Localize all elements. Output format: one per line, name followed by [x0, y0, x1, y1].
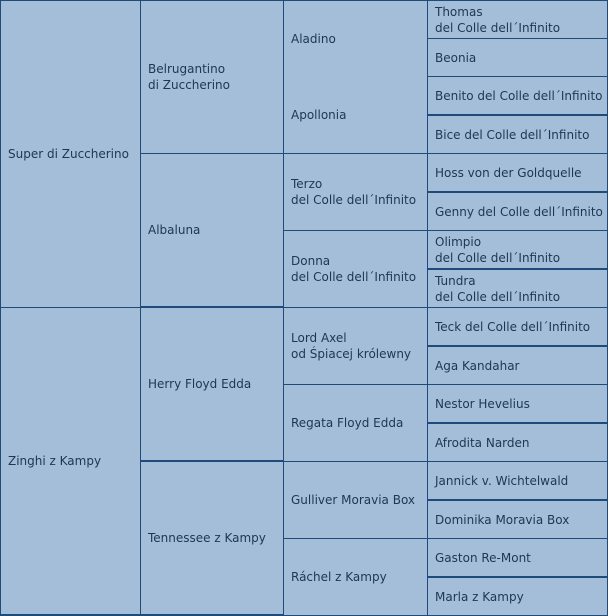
gen3-cell: Aladino — [284, 1, 427, 77]
gen1-dam: Zinghi z Kampy — [1, 308, 140, 614]
gen1-sire: Super di Zuccherino — [1, 1, 140, 307]
gen4-cell: Jannick v. Wichtelwald — [428, 462, 607, 499]
gen4-cell: Dominika Moravia Box — [428, 501, 607, 538]
gen4-cell: Bice del Colle dell´Infinito — [428, 116, 607, 153]
gen2-cell: Belrugantino di Zuccherino — [141, 1, 283, 153]
gen3-cell: Gulliver Moravia Box — [284, 462, 427, 538]
gen4-cell: Afrodita Narden — [428, 424, 607, 461]
gen4-cell: Marla z Kampy — [428, 578, 607, 615]
gen3-cell: Donna del Colle dell´Infinito — [284, 231, 427, 307]
gen3-cell: Terzo del Colle dell´Infinito — [284, 154, 427, 230]
gen4-cell: Aga Kandahar — [428, 347, 607, 384]
gen3-cell: Lord Axel od Śpiacej królewny — [284, 308, 427, 384]
gen4-cell: Beonia — [428, 39, 607, 76]
gen3-cell: Ráchel z Kampy — [284, 539, 427, 615]
gen3-cell: Regata Floyd Edda — [284, 385, 427, 461]
gen4-cell: Teck del Colle dell´Infinito — [428, 308, 607, 345]
gen4-cell: Thomas del Colle dell´Infinito — [428, 1, 607, 38]
gen2-cell: Tennessee z Kampy — [141, 462, 283, 614]
gen4-cell: Nestor Hevelius — [428, 385, 607, 422]
gen2-cell: Herry Floyd Edda — [141, 308, 283, 460]
gen3-cell: Apollonia — [284, 77, 427, 153]
gen4-cell: Hoss von der Goldquelle — [428, 154, 607, 191]
gen2-cell: Albaluna — [141, 154, 283, 306]
gen4-cell: Benito del Colle dell´Infinito — [428, 77, 607, 114]
gen4-cell: Tundra del Colle dell´Infinito — [428, 270, 607, 307]
gen4-cell: Gaston Re-Mont — [428, 539, 607, 576]
gen4-cell: Olimpio del Colle dell´Infinito — [428, 231, 607, 268]
gen4-cell: Genny del Colle dell´Infinito — [428, 193, 607, 230]
